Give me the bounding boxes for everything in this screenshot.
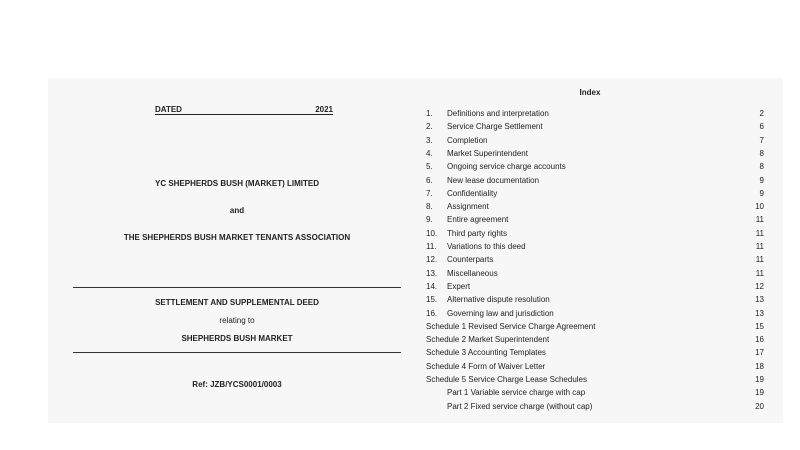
index-entry[interactable] <box>426 295 764 307</box>
entry-number: 6. <box>426 175 433 185</box>
entry-page: 11 <box>755 215 764 225</box>
entry-title: Schedule 3 Accounting Templates <box>426 348 546 358</box>
entry-number: 10. <box>426 228 438 238</box>
index-title: Index <box>579 88 601 97</box>
entry-number: 15. <box>426 295 438 305</box>
entry-page: 9 <box>759 188 764 198</box>
entry-title: Definitions and interpretation <box>447 109 549 118</box>
entry-page: 7 <box>759 135 764 145</box>
entry-title: Schedule 1 Revised Service Charge Agreement <box>426 321 596 331</box>
entry-number: 4. <box>426 148 433 158</box>
index-entry[interactable] <box>426 109 764 121</box>
entry-page: 16 <box>755 335 764 345</box>
entry-number: 13. <box>426 268 438 278</box>
entry-title: Part 1 Variable service charge with cap <box>447 388 586 398</box>
entry-title: Alternative dispute resolution <box>447 295 550 305</box>
entry-page: 9 <box>759 175 764 185</box>
entry-page: 11 <box>755 228 764 238</box>
index-entry[interactable] <box>426 348 764 360</box>
entry-number: 12. <box>426 255 438 265</box>
index-entry[interactable] <box>426 242 764 254</box>
entry-page: 18 <box>755 361 764 371</box>
index-entry[interactable] <box>426 176 764 188</box>
relating-text: relating to <box>219 316 255 325</box>
entry-number: 5. <box>426 162 433 172</box>
party-2: THE SHEPHERDS BUSH MARKET TENANTS ASSOCIATION <box>123 233 351 242</box>
entry-page: 19 <box>755 375 764 384</box>
index-entry[interactable] <box>426 402 764 414</box>
dated-year: 2021 <box>315 105 333 114</box>
entry-number: 11. <box>426 242 437 251</box>
entry-number: 14. <box>426 281 438 291</box>
index-entry[interactable] <box>426 255 764 267</box>
entry-title: Schedule 4 Form of Waiver Letter <box>426 361 546 371</box>
entry-page: 15 <box>755 321 764 331</box>
index-entry[interactable] <box>426 136 764 148</box>
entry-title: Entire agreement <box>447 215 509 225</box>
entry-page: 20 <box>755 401 764 411</box>
entry-title: Miscellaneous <box>447 268 498 278</box>
entry-page: 10 <box>755 202 764 212</box>
entry-title: Variations to this deed <box>447 242 526 251</box>
entry-page: 11 <box>755 242 764 251</box>
and-text: and <box>229 206 245 215</box>
index-entry[interactable] <box>426 229 764 241</box>
reference: Ref: JZB/YCS0001/0003 <box>192 380 282 389</box>
entry-number: 2. <box>426 122 433 132</box>
entry-page: 11 <box>755 255 764 265</box>
index-entry[interactable] <box>426 309 764 321</box>
index-entry[interactable] <box>426 335 764 347</box>
index-entry[interactable] <box>426 362 764 374</box>
entry-title: Confidentiality <box>447 188 498 198</box>
party-1: YC SHEPHERDS BUSH (MARKET) LIMITED <box>154 179 319 188</box>
entry-page: 8 <box>759 162 764 172</box>
entry-title: Third party rights <box>447 228 508 238</box>
index-entry[interactable] <box>426 122 764 134</box>
index-entry[interactable] <box>426 215 764 227</box>
index-entry[interactable] <box>426 202 764 214</box>
index-entry[interactable] <box>426 388 764 400</box>
entry-page: 2 <box>759 109 764 118</box>
entry-page: 13 <box>755 295 764 305</box>
entry-number: 16. <box>426 308 438 318</box>
entry-title: Ongoing service charge accounts <box>447 162 566 172</box>
index-entry[interactable] <box>426 189 764 201</box>
entry-title: Assignment <box>447 202 489 212</box>
entry-title: Expert <box>447 281 471 291</box>
entry-number: 1. <box>426 109 433 118</box>
entry-number: 3. <box>426 135 433 145</box>
deed-title: SETTLEMENT AND SUPPLEMENTAL DEED <box>155 298 319 307</box>
index-entry[interactable] <box>426 322 764 334</box>
entry-title: Market Superintendent <box>447 148 528 158</box>
index-entry[interactable] <box>426 149 764 161</box>
entry-page: 6 <box>759 122 764 132</box>
dated-label: DATED <box>155 105 182 114</box>
index-entry[interactable] <box>426 282 764 294</box>
entry-title: New lease documentation <box>447 175 540 185</box>
deed-subject: SHEPHERDS BUSH MARKET <box>181 334 293 343</box>
entry-title: Part 2 Fixed service charge (without cap) <box>447 401 593 411</box>
divider-top <box>73 287 401 288</box>
entry-page: 17 <box>755 348 764 358</box>
entry-title: Service Charge Settlement <box>447 122 543 132</box>
entry-page: 19 <box>755 388 764 398</box>
entry-title: Completion <box>447 135 488 145</box>
index-entry[interactable] <box>426 269 764 281</box>
divider-bottom <box>73 352 401 353</box>
entry-title: Schedule 2 Market Superintendent <box>426 335 550 345</box>
entry-page: 12 <box>755 281 764 291</box>
index-entry[interactable] <box>426 375 764 387</box>
entry-number: 9. <box>426 215 433 225</box>
entry-title: Counterparts <box>447 255 494 265</box>
entry-title: Schedule 5 Service Charge Lease Schedules <box>426 375 587 384</box>
entry-page: 8 <box>759 148 764 158</box>
entry-number: 7. <box>426 188 433 198</box>
dated-line <box>155 105 333 115</box>
entry-number: 8. <box>426 202 433 212</box>
entry-page: 13 <box>755 308 764 318</box>
entry-title: Governing law and jurisdiction <box>447 308 554 318</box>
entry-page: 11 <box>755 268 764 278</box>
index-entry[interactable] <box>426 162 764 174</box>
